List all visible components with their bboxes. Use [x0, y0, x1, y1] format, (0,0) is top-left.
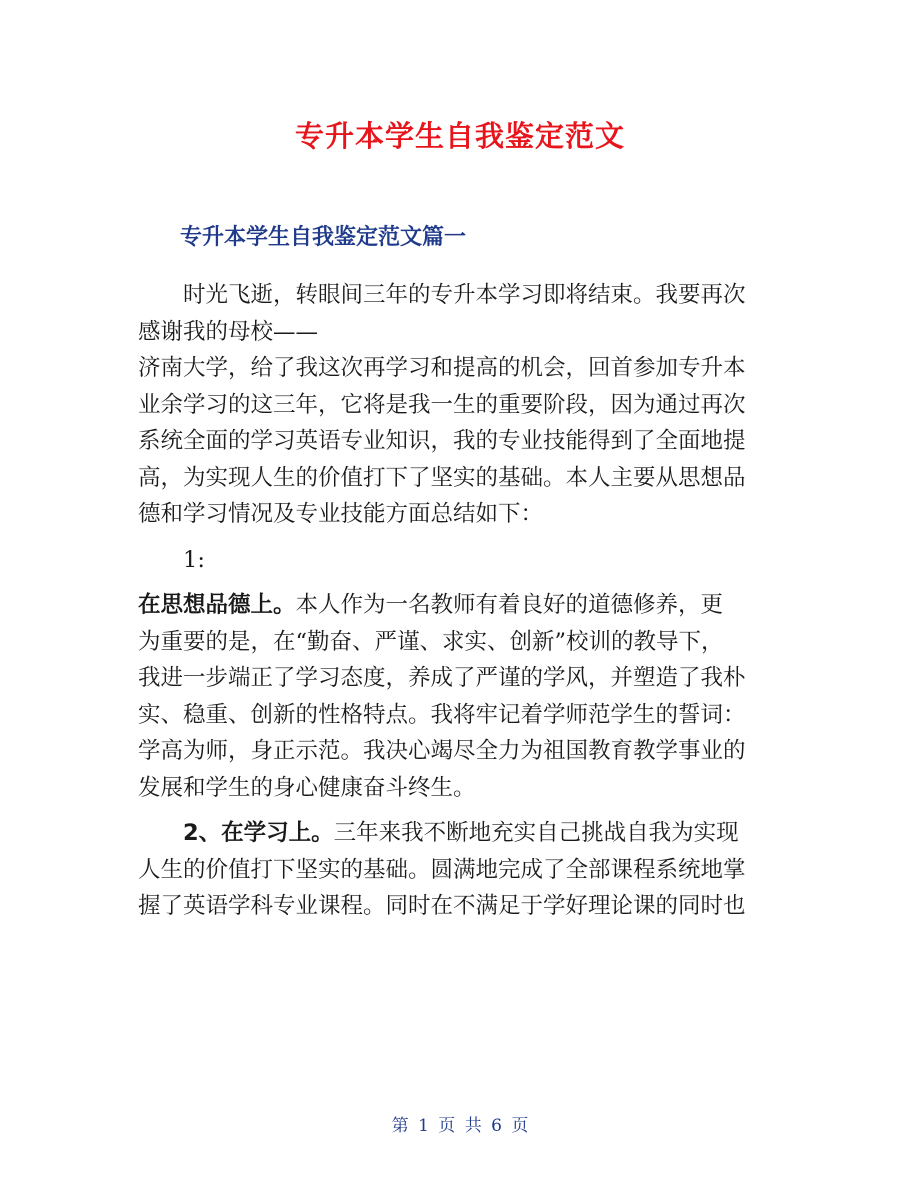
- text-line: 为重要的是，在“勤奋、严谨、求实、创新”校训的教导下，: [138, 628, 724, 655]
- item-number-1: [138, 542, 788, 579]
- text-line: 系统全面的学习英语专业知识，我的专业技能得到了全面地提: [138, 428, 746, 454]
- page-footer: 第 1 页 共 6 页: [391, 1116, 529, 1136]
- text-line: 实、稳重、创新的性格特点。我将牢记着学师范学生的誓词：: [138, 701, 746, 728]
- text-line: 感谢我的母校——: [138, 318, 319, 345]
- section-heading: 专升本学生自我鉴定范文篇一: [180, 225, 467, 250]
- document-body: [138, 277, 788, 934]
- item-lead: 2、在学习上。: [183, 820, 334, 846]
- text-line: 发展和学生的身心健康奋斗终生。: [138, 774, 476, 801]
- text-line: [138, 815, 788, 852]
- text-line: 业余学习的这三年，它将是我一生的重要阶段，因为通过再次: [138, 391, 746, 418]
- list-number: 1:: [183, 546, 205, 573]
- text-line: [138, 587, 788, 624]
- text-line: 济南大学，给了我这次再学习和提高的机会，回首参加专升本: [138, 355, 746, 381]
- text-line: 学高为师，身正示范。我决心竭尽全力为祖国教育教学事业的: [138, 738, 746, 764]
- text-line: 高，为实现人生的价值打下了坚实的基础。本人主要从思想品: [138, 464, 746, 491]
- document-title: 专升本学生自我鉴定范文: [294, 119, 625, 153]
- text-line: 时光飞逝，转眼间三年的专升本学习即将结束。我要再次: [183, 282, 746, 308]
- item-lead: 在思想品德上。: [138, 592, 296, 618]
- text-line: 德和学习情况及专业技能方面总结如下：: [138, 501, 544, 527]
- item-text: 三年来我不断地充实自己挑战自我为实现: [333, 820, 739, 846]
- text-line: 握了英语学科专业课程。同时在不满足于学好理论课的同时也: [138, 893, 746, 919]
- paragraph-item-2: [138, 815, 788, 925]
- text-line: 人生的价值打下坚实的基础。圆满地完成了全部课程系统地掌: [138, 856, 746, 883]
- text-line: 我进一步端正了学习态度，养成了严谨的学风，并塑造了我朴: [138, 665, 746, 691]
- paragraph-item-1: [138, 587, 788, 806]
- item-text: 本人作为一名教师有着良好的道德修养，更: [295, 592, 724, 618]
- paragraph-intro: [138, 277, 788, 533]
